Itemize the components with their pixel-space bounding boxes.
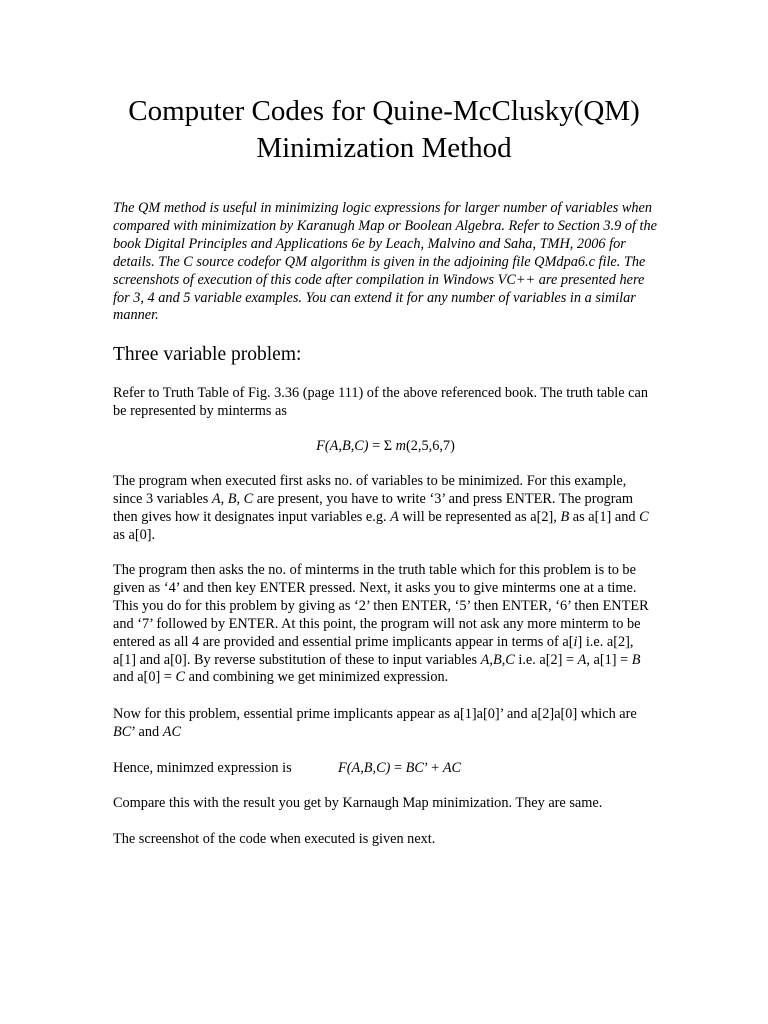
text-run: The program then asks the no. of minterms in the truth table which for this problem is to be given as ‘4’ and then key ENTER pressed. Next, it asks you to give minterms one at a time. This you do for this problem by giving as ‘2’ then ENTER, ‘5’ then ENTER, ‘6’ then ENTER and ‘7’ followed by ENTER. At this point, the program will not ask any more minterm to be entered as all 4 are provided and essential prime implicants appear in terms of a[ — [113, 562, 649, 650]
equation-m: m — [395, 438, 406, 454]
equation-sigma: = Σ — [368, 438, 396, 454]
var-a: A — [211, 490, 221, 507]
text-run: Now for this problem, essential prime implicants appear as a[1]a[0]’ and a[2]a[0] which are — [113, 706, 637, 722]
text-run: as a[1] and — [569, 508, 640, 525]
text-run: The program when executed first asks no. of variables to be minimized. For this example, since 3 variables — [113, 473, 627, 507]
var-b: B — [227, 490, 237, 507]
var-a: A — [390, 508, 399, 525]
paragraph-minterms-entry — [113, 562, 658, 687]
minterm-equation — [113, 437, 658, 455]
equation-lhs: F(A,B,C) — [338, 760, 391, 776]
paragraph-screenshot-next: The screenshot of the code when executed is given next. — [113, 831, 436, 847]
var-ac: AC — [162, 723, 182, 740]
text-run: Hence, minimzed expression is — [113, 760, 292, 776]
text-run: and a[0] = — [113, 669, 176, 686]
text-run: = — [390, 760, 406, 776]
text-run: i.e. a[2] = — [514, 651, 578, 668]
var-ac: AC — [442, 760, 462, 776]
text-run: ] i.e. a[2], a[1] and a[0]. By reverse substitution of these to input variables — [113, 633, 634, 668]
var-b: B — [631, 651, 641, 668]
paragraph-prime-implicants — [113, 706, 658, 742]
var-abc: A,B,C — [480, 651, 515, 668]
var-i: i — [573, 633, 578, 650]
paragraph-truth-table: Refer to Truth Table of Fig. 3.36 (page 111) of the above referenced book. The truth table can be represented by minterms as — [113, 385, 648, 419]
var-a: A — [577, 651, 587, 668]
text-run: ’ + — [423, 760, 443, 776]
var-bc: BC — [405, 760, 424, 776]
text-run: will be represented as a[2], — [398, 508, 561, 525]
equation-args: (2,5,6,7) — [406, 438, 455, 454]
page-title: Computer Codes for Quine-McClusky(QM) Minimization Method — [128, 95, 640, 164]
text-run: ’ and — [131, 723, 163, 740]
section-heading: Three variable problem: — [113, 344, 302, 365]
paragraph-program-variables — [113, 473, 658, 545]
text-run: are present, you have to write ‘3’ and press ENTER. The program then gives how it designates input variables e.g. — [113, 490, 633, 525]
text-run: as a[0]. — [113, 526, 156, 543]
var-c: C — [243, 490, 254, 507]
var-bc: BC — [113, 723, 132, 740]
equation-lhs: F(A,B,C) — [316, 438, 369, 454]
intro-paragraph: The QM method is useful in minimizing logic expressions for larger number of variables when compared with minimization by Karanugh Map or Boolean Algebra. Refer to Section 3.9 of the book Digital Principles and Applications 6e by Leach, Malvino and Saha, TMH, 2006 for details. The C source codefor QM algorithm is given in the adjoining file QMdpa6.c file. The screenshots of execution of this code after compilation in Windows VC++ are presented here for 3, 4 and 5 variable examples. You can extend it for any number of variables in a similar manner. — [113, 200, 658, 324]
var-b: B — [560, 508, 570, 525]
minimized-equation — [338, 759, 461, 777]
text-run: , a[1] = — [586, 651, 632, 668]
paragraph-compare: Compare this with the result you get by Karnaugh Map minimization. They are same. — [113, 795, 603, 811]
text-run: , — [220, 490, 228, 507]
var-c: C — [175, 669, 185, 686]
var-c: C — [639, 508, 649, 525]
text-run: , — [236, 490, 244, 507]
paragraph-minimized-expression — [113, 759, 462, 777]
text-run: and combining we get minimized expression. — [185, 669, 449, 686]
